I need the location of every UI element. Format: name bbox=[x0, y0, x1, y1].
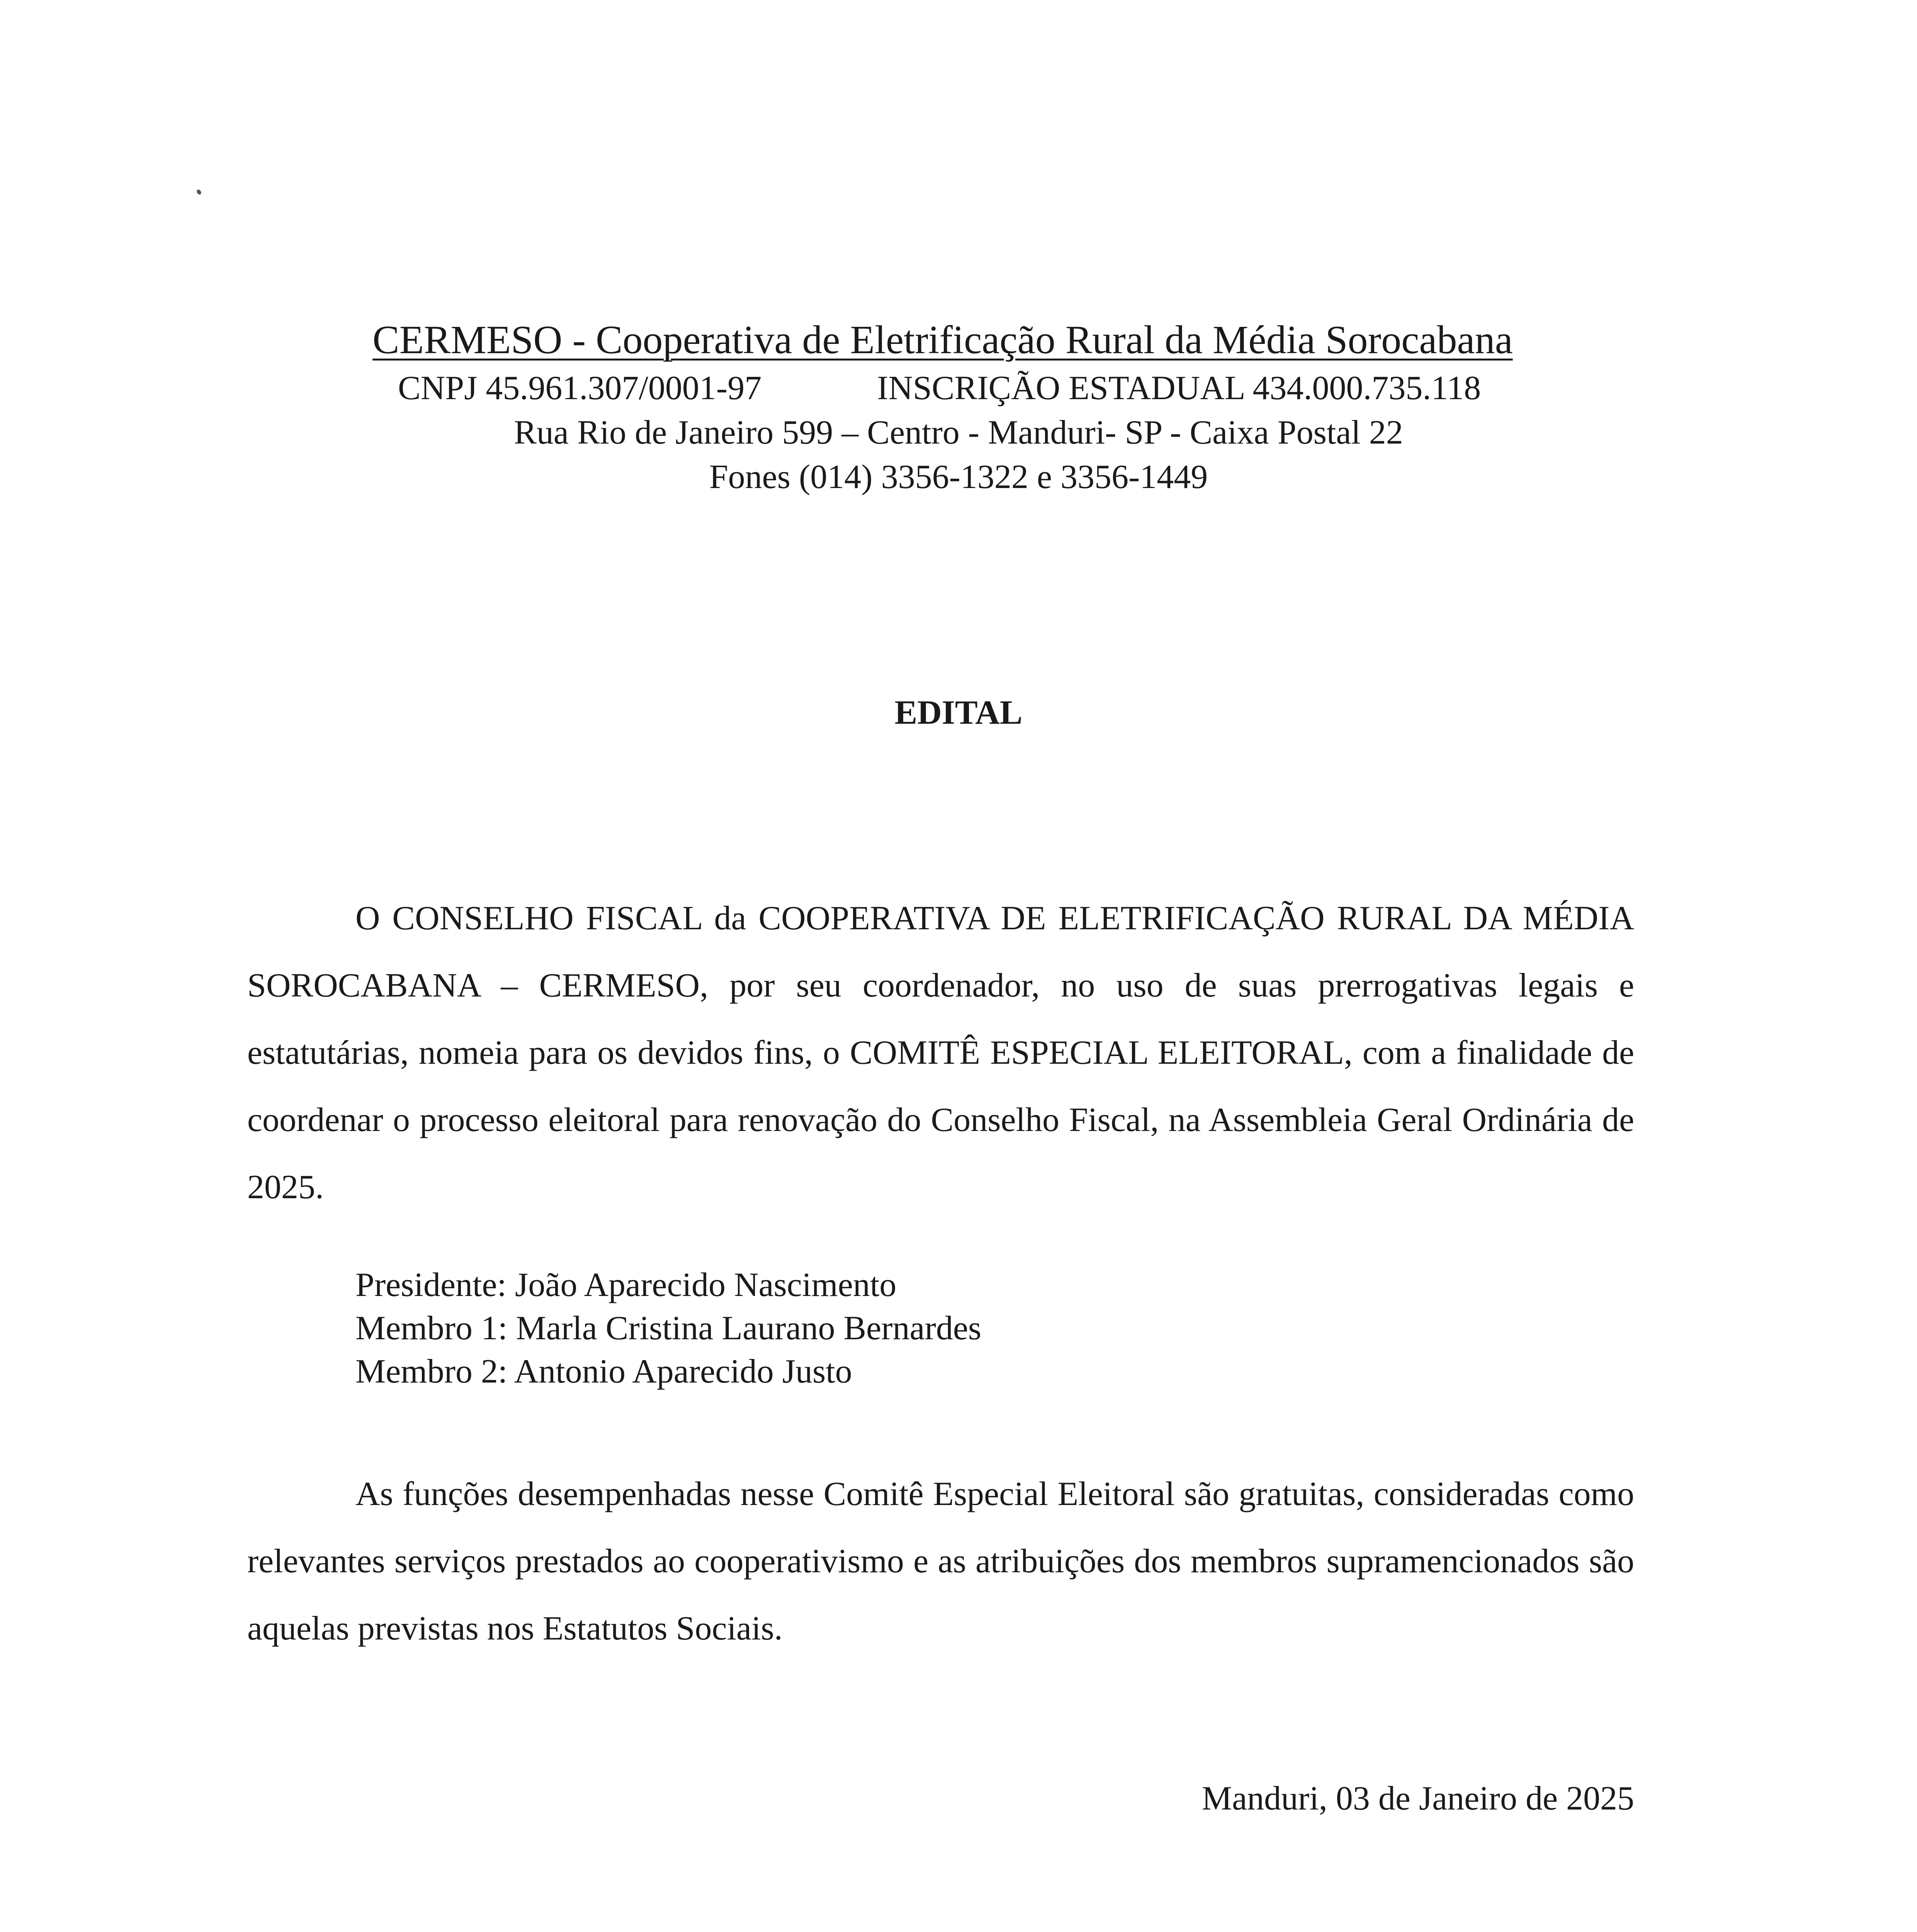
document-title: EDITAL bbox=[894, 694, 1023, 731]
paragraph-appointment bbox=[247, 885, 1634, 1221]
scan-speck bbox=[196, 189, 202, 195]
phones: Fones (014) 3356-1322 e 3356-1449 bbox=[709, 458, 1208, 496]
cnpj: CNPJ 45.961.307/0001-97 bbox=[398, 369, 762, 407]
paragraph-text: As funções desempenhadas nesse Comitê Especial Eleitoral são gratuitas, consideradas como relevantes serviços prestados ao cooperativismo e as atribuições dos membros supramencionados são aquelas previstas nos Estatutos Sociais. bbox=[247, 1475, 1634, 1647]
member-president: Presidente: João Aparecido Nascimento bbox=[355, 1266, 897, 1304]
address: Rua Rio de Janeiro 599 – Centro - Manduri- SP - Caixa Postal 22 bbox=[514, 414, 1403, 451]
organization-name: CERMESO - Cooperativa de Eletrificação Rural da Média Sorocabana bbox=[372, 318, 1513, 362]
place-and-date: Manduri, 03 de Janeiro de 2025 bbox=[1202, 1780, 1634, 1817]
member-1: Membro 1: Marla Cristina Laurano Bernardes bbox=[355, 1310, 982, 1347]
paragraph-functions bbox=[247, 1461, 1634, 1662]
member-2: Membro 2: Antonio Aparecido Justo bbox=[355, 1353, 852, 1390]
committee-members bbox=[355, 1264, 981, 1393]
paragraph-text: O CONSELHO FISCAL da COOPERATIVA DE ELETRIFICAÇÃO RURAL DA MÉDIA SOROCABANA – CERMESO, por seu coordenador, no uso de suas prerrogativas legais e estatutárias, nomeia para os devidos fins, o COMITÊ ESPECIAL ELEITORAL, com a finalidade de coordenar o processo eleitoral para renovação do Conselho Fiscal, na Assembleia Geral Ordinária de 2025. bbox=[247, 900, 1634, 1206]
state-registration: INSCRIÇÃO ESTADUAL 434.000.735.118 bbox=[877, 369, 1481, 407]
